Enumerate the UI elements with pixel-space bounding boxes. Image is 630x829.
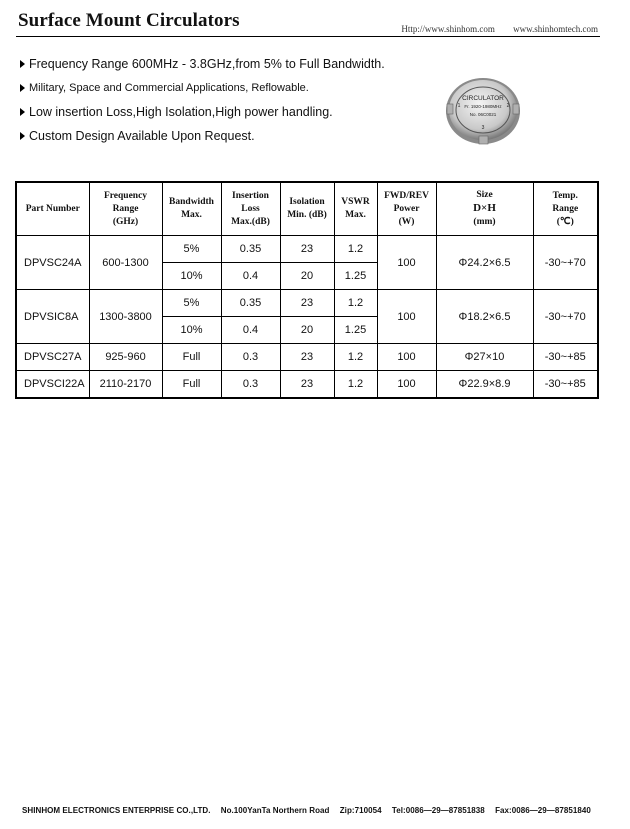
cell-freq: 1300-3800 [89, 290, 162, 344]
cell-vswr: 1.25 [334, 317, 377, 344]
feature-item: Military, Space and Commercial Applications, Reflowable. [20, 80, 385, 104]
spec-table [15, 181, 599, 399]
col-isolation: Isolation Min. (dB) [280, 182, 334, 236]
cell-size: Φ22.9×8.9 [436, 371, 533, 399]
feature-list [20, 56, 385, 152]
cell-size: Φ27×10 [436, 344, 533, 371]
bullet-arrow-icon [20, 60, 25, 68]
cell-vswr: 1.2 [334, 344, 377, 371]
cell-insertion: 0.35 [221, 236, 280, 263]
table-row [16, 344, 598, 371]
bullet-arrow-icon [20, 132, 25, 140]
feature-item: Frequency Range 600MHz - 3.8GHz,from 5% to Full Bandwidth. [20, 56, 385, 80]
cell-vswr: 1.2 [334, 236, 377, 263]
cell-isolation: 23 [280, 344, 334, 371]
cell-isolation: 23 [280, 371, 334, 399]
bullet-arrow-icon [20, 84, 25, 92]
col-frequency: Frequency Range (GHz) [89, 182, 162, 236]
cell-bandwidth: 10% [162, 317, 221, 344]
cell-power: 100 [377, 290, 436, 344]
col-part-number: Part Number [16, 182, 89, 236]
bullet-arrow-icon [20, 108, 25, 116]
image-label-line3: No. 06C0021 [469, 112, 497, 117]
cell-isolation: 23 [280, 236, 334, 263]
page-footer [22, 806, 599, 815]
cell-freq: 600-1300 [89, 236, 162, 290]
feature-item: Custom Design Available Upon Request. [20, 128, 385, 152]
header-divider [16, 36, 600, 37]
cell-power: 100 [377, 371, 436, 399]
cell-isolation: 23 [280, 290, 334, 317]
footer-tel: Tel:0086—29—87851838 [391, 806, 485, 815]
col-vswr: VSWR Max. [334, 182, 377, 236]
cell-bandwidth: 5% [162, 290, 221, 317]
cell-power: 100 [377, 236, 436, 290]
cell-part: DPVSCI22A [16, 371, 89, 399]
page-title: Surface Mount Circulators [18, 10, 240, 31]
cell-insertion: 0.3 [221, 344, 280, 371]
cell-part: DPVSC24A [16, 236, 89, 290]
cell-part: DPVSC27A [16, 344, 89, 371]
circulator-product-image [444, 76, 522, 146]
col-temp: Temp. Range (℃) [533, 182, 598, 236]
col-insertion-loss: Insertion Loss Max.(dB) [221, 182, 280, 236]
url-shinhom[interactable]: Http://www.shinhom.com [401, 24, 495, 34]
footer-company: SHINHOM ELECTRONICS ENTERPRISE CO.,LTD. [22, 806, 211, 815]
cell-bandwidth: Full [162, 344, 221, 371]
cell-temp: -30~+70 [533, 290, 598, 344]
cell-temp: -30~+70 [533, 236, 598, 290]
cell-insertion: 0.3 [221, 371, 280, 399]
col-bandwidth: Bandwidth Max. [162, 182, 221, 236]
image-port-2: 2 [506, 103, 510, 109]
table-header-row [16, 182, 598, 236]
image-port-1: 1 [457, 103, 461, 109]
cell-temp: -30~+85 [533, 371, 598, 399]
header-urls [385, 24, 598, 34]
col-size: Size D×H (mm) [436, 182, 533, 236]
footer-fax: Fax:0086—29—87851840 [495, 806, 591, 815]
cell-bandwidth: 5% [162, 236, 221, 263]
cell-insertion: 0.35 [221, 290, 280, 317]
table-row [16, 371, 598, 399]
cell-insertion: 0.4 [221, 263, 280, 290]
table-row [16, 290, 598, 317]
cell-freq: 925-960 [89, 344, 162, 371]
cell-vswr: 1.2 [334, 371, 377, 399]
cell-isolation: 20 [280, 317, 334, 344]
col-power: FWD/REV Power (W) [377, 182, 436, 236]
footer-address: No.100YanTa Northern Road [220, 806, 330, 815]
cell-size: Φ24.2×6.5 [436, 236, 533, 290]
table-row [16, 236, 598, 263]
url-shinhomtech[interactable]: www.shinhomtech.com [513, 24, 598, 34]
cell-bandwidth: Full [162, 371, 221, 399]
cell-bandwidth: 10% [162, 263, 221, 290]
cell-freq: 2110-2170 [89, 371, 162, 399]
image-port-3: 3 [481, 125, 485, 131]
cell-vswr: 1.25 [334, 263, 377, 290]
cell-temp: -30~+85 [533, 344, 598, 371]
cell-power: 100 [377, 344, 436, 371]
cell-insertion: 0.4 [221, 317, 280, 344]
feature-item: Low insertion Loss,High Isolation,High power handling. [20, 104, 385, 128]
image-label-line1: CIRCULATOR [462, 95, 504, 102]
cell-isolation: 20 [280, 263, 334, 290]
cell-vswr: 1.2 [334, 290, 377, 317]
cell-part: DPVSIC8A [16, 290, 89, 344]
image-label-line2: Fr. 1920-1980MHz [464, 104, 502, 109]
footer-zip: Zip:710054 [339, 806, 382, 815]
cell-size: Φ18.2×6.5 [436, 290, 533, 344]
